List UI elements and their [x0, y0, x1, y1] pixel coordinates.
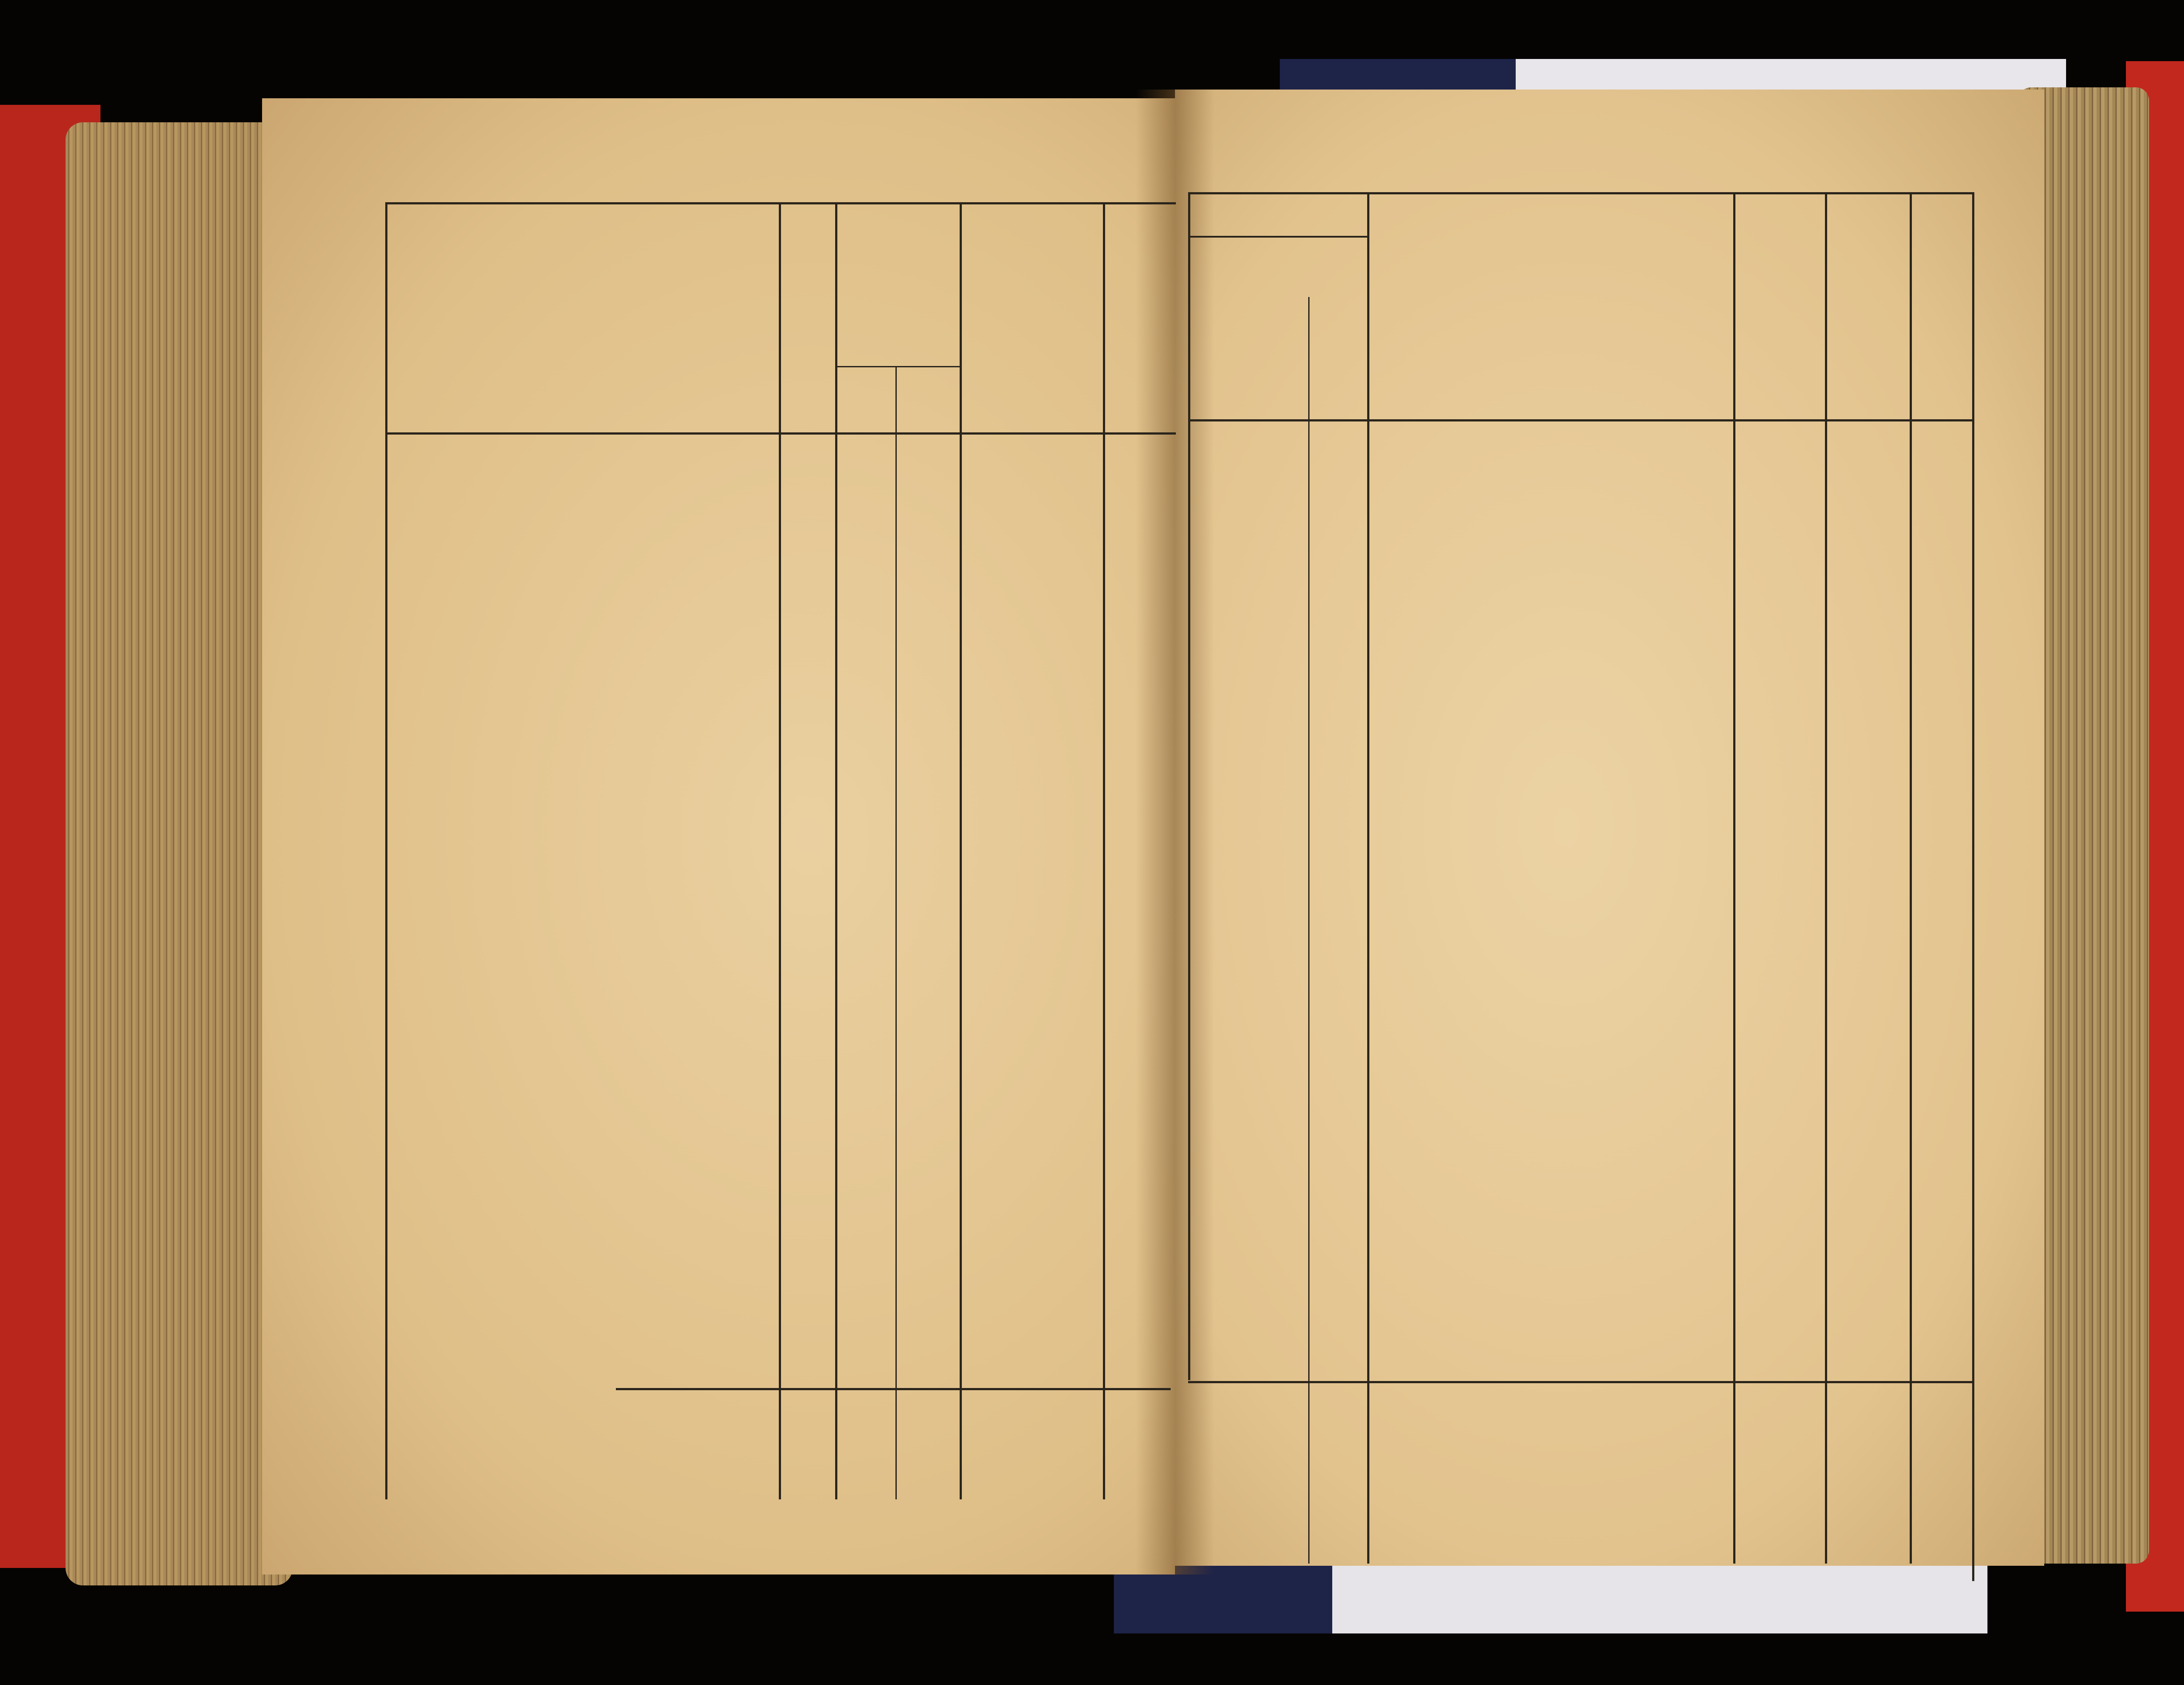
- header-since-place: [1912, 194, 1971, 415]
- ribbon-bottom: [1114, 1555, 1987, 1633]
- left-subheader-rule: [835, 366, 960, 367]
- right-end-rule: [1188, 1381, 1974, 1383]
- page-edges-left: [66, 122, 293, 1585]
- header-last-award: [1736, 227, 1821, 415]
- header-schools: [1106, 205, 1171, 430]
- header-capital: [1310, 271, 1365, 415]
- header-since-rank: [1827, 201, 1908, 415]
- left-page: [262, 98, 1175, 1575]
- right-col-line: [1972, 192, 1974, 1581]
- right-header-bottom-rule: [1188, 419, 1974, 421]
- left-col-line: [779, 202, 781, 1499]
- left-end-rule: [616, 1388, 1171, 1390]
- header-house: [1175, 245, 1199, 415]
- left-col-line: [835, 202, 837, 1499]
- right-col-line: [1733, 192, 1735, 1564]
- right-col-line: [1308, 297, 1310, 1564]
- right-table-top-rule: [1188, 192, 1974, 194]
- left-col-line: [1103, 202, 1105, 1499]
- left-col-line: [895, 366, 897, 1499]
- right-subheader-rule: [1188, 236, 1367, 238]
- left-col-line: [960, 202, 962, 1499]
- left-col-line: [385, 202, 387, 1499]
- right-col-line: [1367, 192, 1369, 1564]
- header-households: [782, 214, 832, 428]
